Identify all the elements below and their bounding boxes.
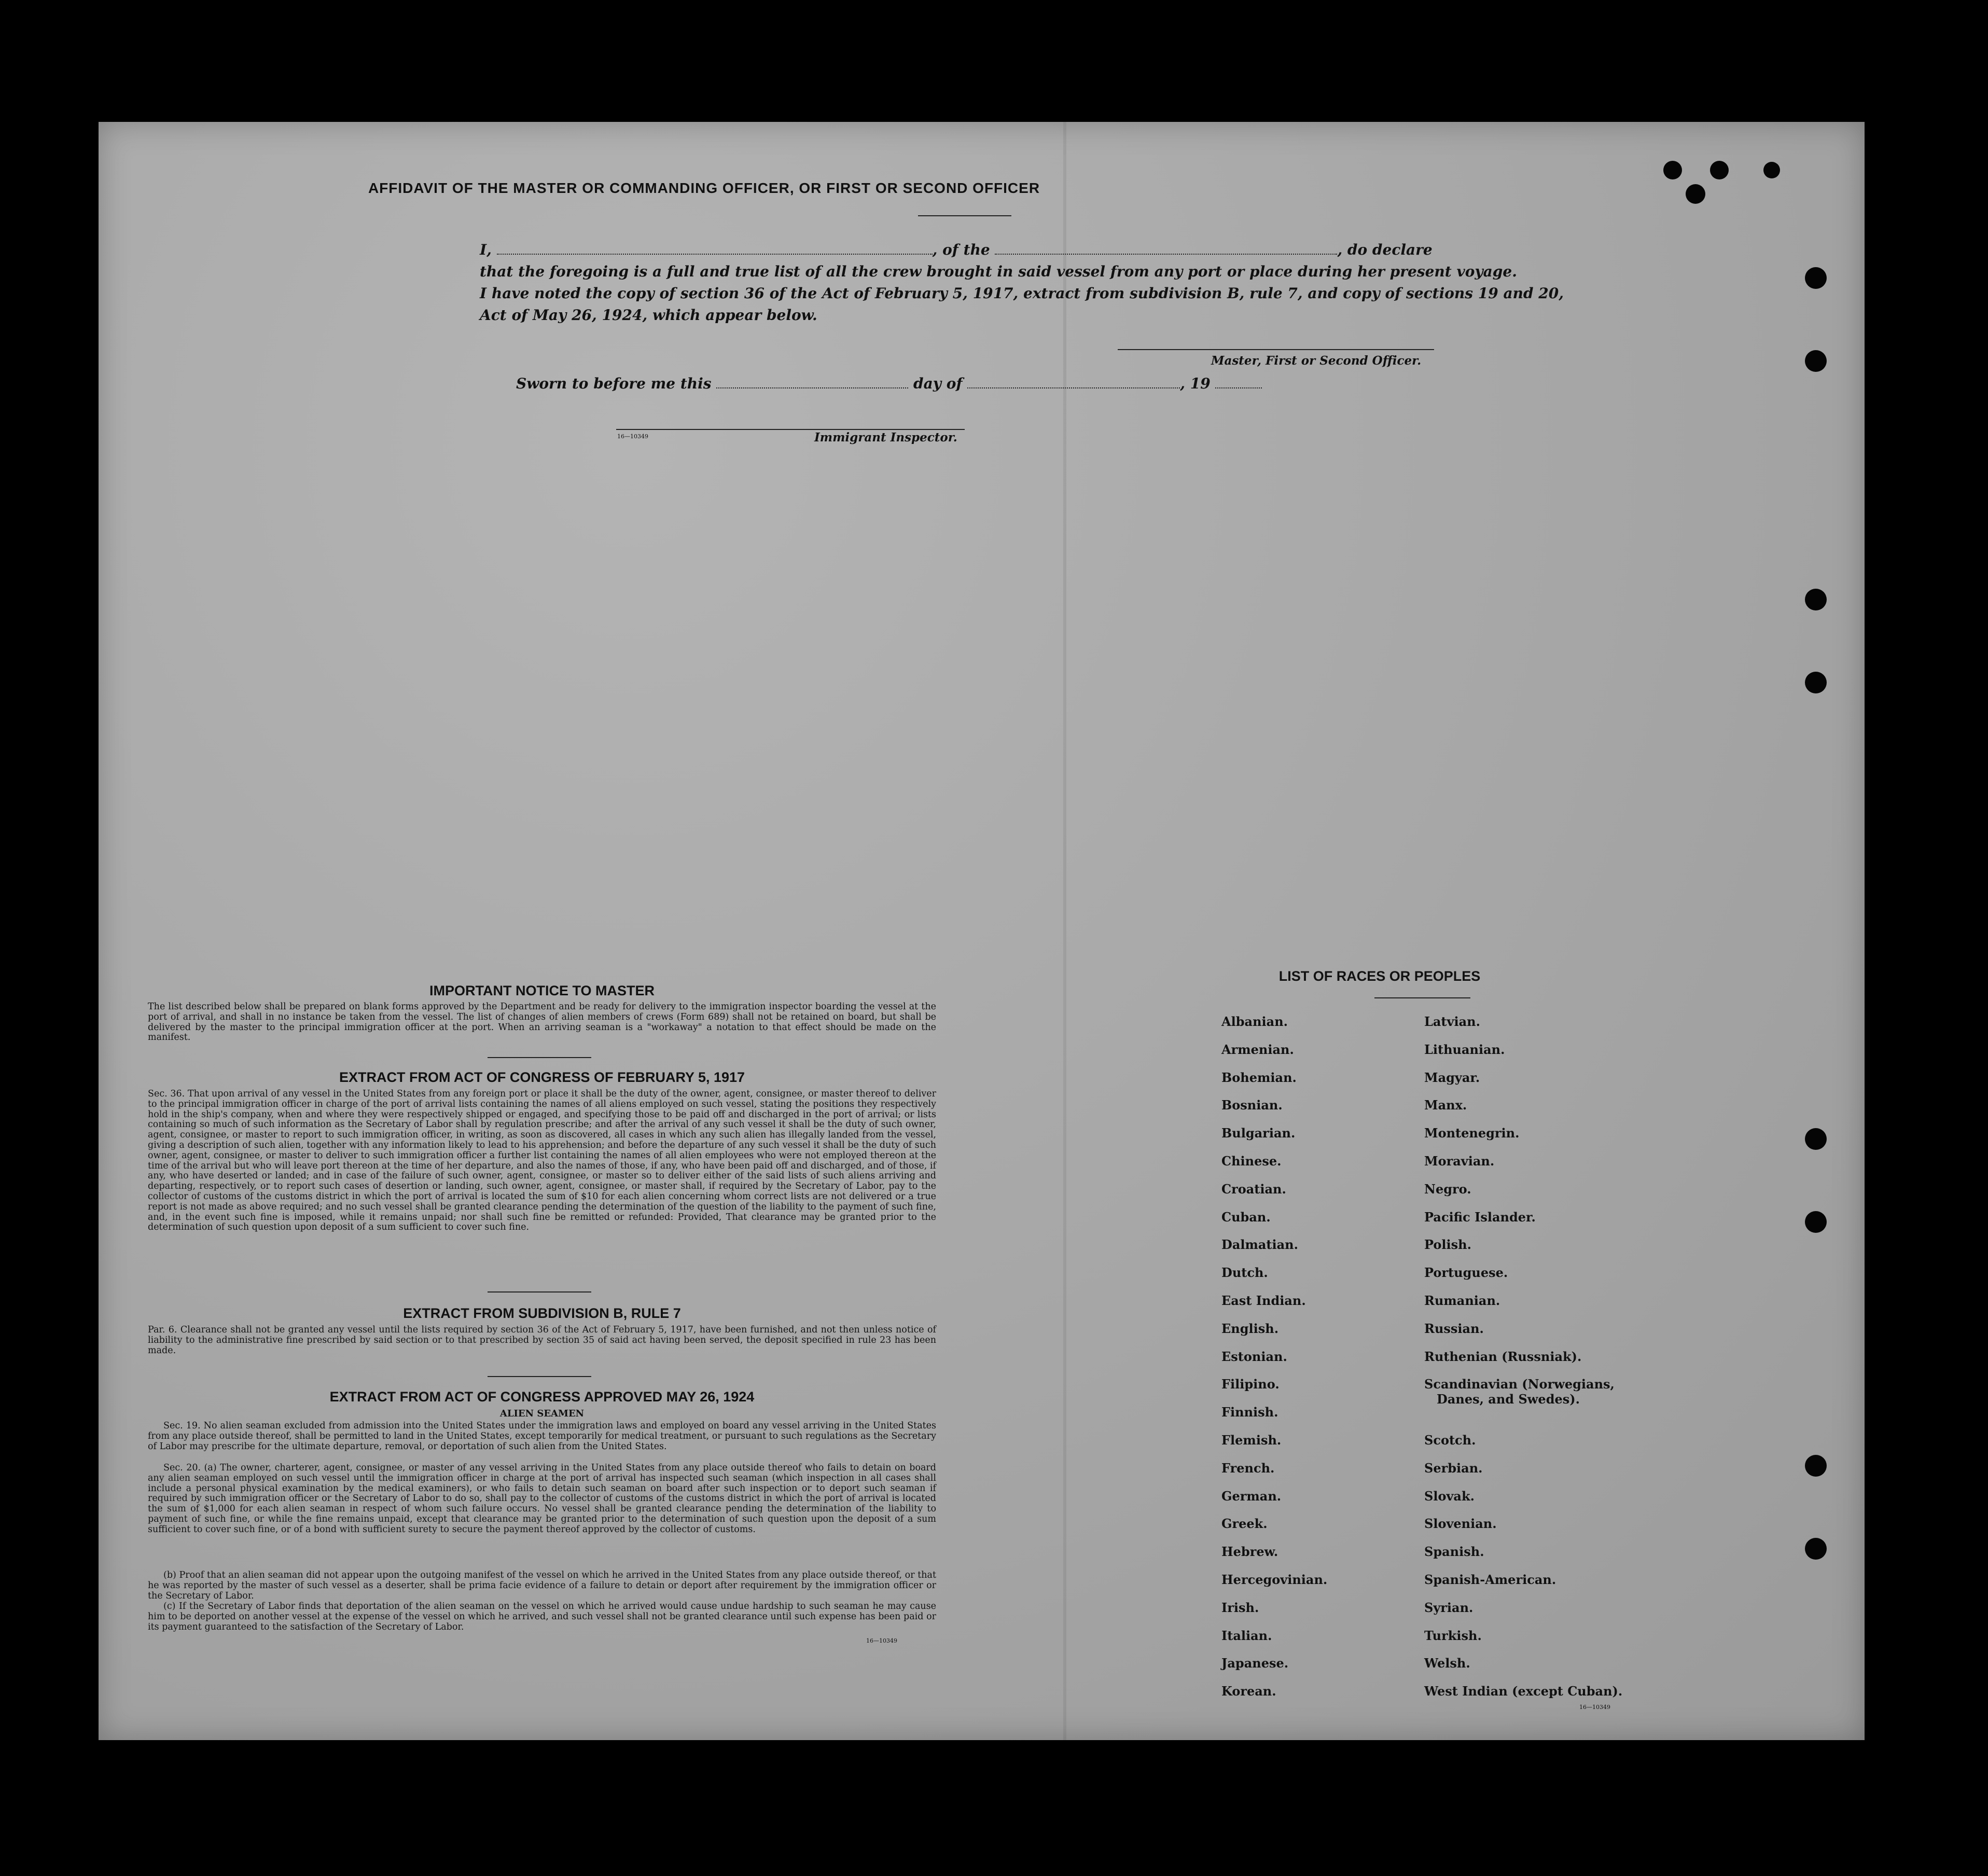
race-item: Hercegovinian. [1221,1572,1328,1587]
race-item: Russian. [1424,1321,1484,1336]
signature-line [1118,349,1434,350]
extract-1924-sec19: Sec. 19. No alien seaman excluded from admission into the United States under the immigration laws and employed on board any vessel arriving in the United States from any place outside thereof, shall be permitted to land in the United States, except temporarily for medical treatment, or pursuant to such regulations as the Secretary of Labor may prescribe for the ultimate departure, removal, or deportation of such alien from the United States. [148,1421,936,1452]
declaration-line-4: Act of May 26, 1924, which appear below. [480,307,817,324]
extract-1924-sec20c: (c) If the Secretary of Labor finds that deportation of the alien seaman on the vessel on which he arrived would cause undue hardship to such seaman he may cause him to be deported on another vessel at the expense of the vessel on which he arrived, and such vessel shall not be granted clearance until such expense has been paid or its payment guaranteed to the satisfaction of the Secretary of Labor. [148,1601,936,1632]
punch-hole [1663,161,1682,179]
race-item: Estonian. [1221,1349,1287,1364]
race-item: Manx. [1424,1097,1467,1113]
sworn-year: , 19 [1180,375,1211,392]
punch-hole [1805,1211,1827,1233]
race-item: East Indian. [1221,1293,1306,1308]
title-divider [918,215,1011,216]
race-item: Croatian. [1221,1181,1286,1197]
punch-hole [1710,161,1729,179]
races-divider [1374,997,1470,998]
vessel-name-blank [995,254,1337,255]
subdivision-b-text: Par. 6. Clearance shall not be granted any vessel until the lists required by section 36 of the Act of February 5, 1917, have been furnished, and not then unless notice of liability to the administrative fine prescribed by said section or to that prescribed by section 35 of said act having been served, the deposit specified in rule 23 has been made. [148,1325,936,1356]
race-item: Rumanian. [1424,1293,1500,1308]
race-item: Montenegrin. [1424,1125,1520,1141]
signature-label: Master, First or Second Officer. [1211,354,1422,368]
race-item: Ruthenian (Russniak). [1424,1349,1582,1364]
race-item: Portuguese. [1424,1265,1508,1281]
sworn-line [516,375,1262,392]
race-item: English. [1221,1321,1279,1336]
affidavit-form-number: 16—10349 [617,433,648,440]
inspector-line [616,429,965,430]
extract-1924-form-number: 16—10349 [866,1637,897,1644]
race-item: Slovenian. [1424,1516,1497,1532]
race-item: Turkish. [1424,1628,1482,1643]
affidavit-title: AFFIDAVIT OF THE MASTER OR COMMANDING OFFICER, OR FIRST OR SECOND OFFICER [368,180,1040,196]
race-item: West Indian (except Cuban). [1424,1684,1623,1699]
inspector-label: Immigrant Inspector. [814,430,957,444]
punch-hole [1805,1128,1827,1150]
race-item: Flemish. [1221,1433,1282,1448]
race-item: German. [1221,1488,1282,1504]
sworn-text: Sworn to before me this [516,375,712,392]
race-item: Serbian. [1424,1460,1483,1476]
race-item: Slovak. [1424,1488,1475,1504]
race-item: Magyar. [1424,1069,1480,1085]
race-item: French. [1221,1460,1275,1476]
officer-name-blank [497,254,933,255]
race-item: Bulgarian. [1221,1125,1296,1141]
race-item: Spanish. [1424,1544,1484,1560]
race-item: Greek. [1221,1516,1268,1532]
race-item: Japanese. [1221,1656,1289,1671]
fold-line [1063,122,1066,1740]
subdivision-b-title: EXTRACT FROM SUBDIVISION B, RULE 7 [403,1305,681,1321]
punch-hole [1805,589,1827,610]
punch-hole [1686,184,1705,204]
punch-hole [1805,1538,1827,1560]
race-item: Pacific Islander. [1424,1209,1536,1225]
race-item: Lithuanian. [1424,1041,1505,1057]
race-item: Moravian. [1424,1154,1495,1169]
sworn-month-blank [967,387,1180,388]
race-item: Korean. [1221,1684,1276,1699]
race-item: Bohemian. [1221,1069,1297,1085]
sworn-day-blank [716,387,908,388]
race-item: Bosnian. [1221,1097,1283,1113]
declaration-line-2: that the foregoing is a full and true list of all the crew brought in said vessel from any port or place during her present voyage. [480,263,1517,280]
sworn-year-blank [1215,387,1262,388]
extract-1924-title: EXTRACT FROM ACT OF CONGRESS APPROVED MAY 26, 1924 [329,1389,755,1405]
punch-hole [1805,350,1827,372]
declaration-of-the: , of the [932,241,990,258]
punch-hole [1805,672,1827,693]
race-item: Dalmatian. [1221,1237,1298,1253]
race-item: Chinese. [1221,1154,1282,1169]
race-item: Welsh. [1424,1656,1470,1671]
notice-divider [488,1057,591,1058]
race-item: Filipino. [1221,1377,1280,1392]
race-item: Polish. [1424,1237,1471,1253]
race-item: Latvian. [1424,1014,1480,1029]
punch-hole [1805,1455,1827,1477]
sworn-day-of: day of [913,375,963,392]
race-item: Danes, and Swedes). [1437,1392,1580,1407]
extract-1917-title: EXTRACT FROM ACT OF CONGRESS OF FEBRUARY 5, 1917 [339,1069,745,1085]
declaration-line-1 [480,241,1433,258]
races-title: LIST OF RACES OR PEOPLES [1278,968,1481,984]
subdivision-b-divider [488,1376,591,1377]
declaration-do-declare: , do declare [1337,241,1433,258]
notice-title: IMPORTANT NOTICE TO MASTER [429,983,655,998]
race-item: Dutch. [1221,1265,1268,1281]
races-form-number: 16—10349 [1579,1704,1610,1711]
race-item: Irish. [1221,1600,1259,1615]
declaration-line-3: I have noted the copy of section 36 of the Act of February 5, 1917, extract from subdivision B, rule 7, and copy of sections 19 and 20, [480,285,1564,302]
race-item: Italian. [1221,1628,1272,1643]
race-item: Scotch. [1424,1433,1476,1448]
extract-1924-subtitle: ALIEN SEAMEN [499,1408,585,1419]
race-item: Armenian. [1221,1041,1294,1057]
race-item: Spanish-American. [1424,1572,1556,1587]
extract-1924-sec20b: (b) Proof that an alien seaman did not appear upon the outgoing manifest of the vessel on which he arrived in the United States from any place outside thereof, or that he was reported by the master of such vessel as a deserter, shall be prima facie evidence of a failure to detain or deport after requirement by the immigration officer or the Secretary of Labor. [148,1570,936,1601]
race-item: Albanian. [1221,1014,1288,1029]
document-sheet [99,122,1865,1740]
race-item: Syrian. [1424,1600,1473,1615]
extract-1917-divider [488,1291,591,1293]
punch-hole [1763,162,1780,178]
declaration-i: I, [480,241,492,258]
race-item: Scandinavian (Norwegians, [1424,1377,1615,1392]
race-item: Hebrew. [1221,1544,1278,1560]
race-item: Cuban. [1221,1209,1271,1225]
extract-1924-sec20a: Sec. 20. (a) The owner, charterer, agent, consignee, or master of any vessel arriving in the United States from any place outside thereof who fails to detain on board any alien seaman employed on such vessel until the immigration officer in charge at the port of arrival has inspected such seaman (which inspection in all cases shall include a personal physical examination by the medical examiners), or who fails to detain such seaman on board after such inspection or to deport such seaman if required by such immigration officer or the Secretary of Labor to do so, shall pay to the collector of customs of the customs district in which the port of arrival is located the sum of $1,000 for each alien seaman in respect of whom such failure occurs. No vessel shall be granted clearance pending the determination of the liability to payment of such fine, or while the fine remains unpaid, except that clearance may be granted prior to the determination of such question upon the deposit of a sum sufficient to cover such fine, or of a bond with sufficient surety to secure the payment thereof approved by the collector of customs. [148,1463,936,1535]
notice-text: The list described below shall be prepared on blank forms approved by the Department and be ready for delivery to the immigration inspector boarding the vessel at the port of arrival, and shall in no instance be taken from the vessel. The list of changes of alien members of crews (Form 689) shall not be retained on board, but shall be delivered by the master to the principal immigration officer at the port. When an arriving seaman is a "workaway" a notation to that effect should be made on the manifest. [148,1002,936,1043]
extract-1917-text: Sec. 36. That upon arrival of any vessel in the United States from any foreign port or place it shall be the duty of the owner, agent, consignee, or master thereof to deliver to the principal immigration officer in charge of the port of arrival lists containing the names of all aliens employed on such vessel, stating the positions they respectively hold in the ship's company, when and where they were respectively shipped or engaged, and specifying those to be paid off and discharged in the port of arrival; or lists containing so much of such information as the Secretary of Labor shall by regulation prescribe; and after the arrival of any such vessel it shall be the duty of such owner, agent, consignee, or master to report to such immigration officer, in writing, as soon as discovered, all cases in which any such alien has illegally landed from the vessel, giving a description of such alien, together with any information likely to lead to his apprehension; and before the departure of any such vessel it shall be the duty of such owner, agent, consignee, or master to deliver to such immigration officer a further list containing the names of all alien employees who were not employed thereon at the time of the arrival but who will leave port thereon at the time of her departure, and also the names of those, if any, who have been paid off and discharged, and of those, if any, who have deserted or landed; and in case of the failure of such owner, agent, consignee, or master so to deliver either of the said lists of such aliens arriving and departing, respectively, or to report such cases of desertion or landing, such owner, agent, consignee, or master shall, if required by the Secretary of Labor, pay to the collector of customs of the customs district in which the port of arrival is located the sum of $10 for each alien concerning whom correct lists are not delivered or a true report is not made as above required; and no such vessel shall be granted clearance pending the determination of the question of the liability to the payment of such fine, and, in the event such fine is imposed, while it remains unpaid; nor shall such fine be remitted or refunded: Provided, That clearance may be granted prior to the determination of such question upon deposit of a sum sufficient to cover such fine. [148,1089,936,1233]
race-item: Finnish. [1221,1405,1278,1420]
race-item: Negro. [1424,1181,1471,1197]
punch-hole [1805,267,1827,289]
